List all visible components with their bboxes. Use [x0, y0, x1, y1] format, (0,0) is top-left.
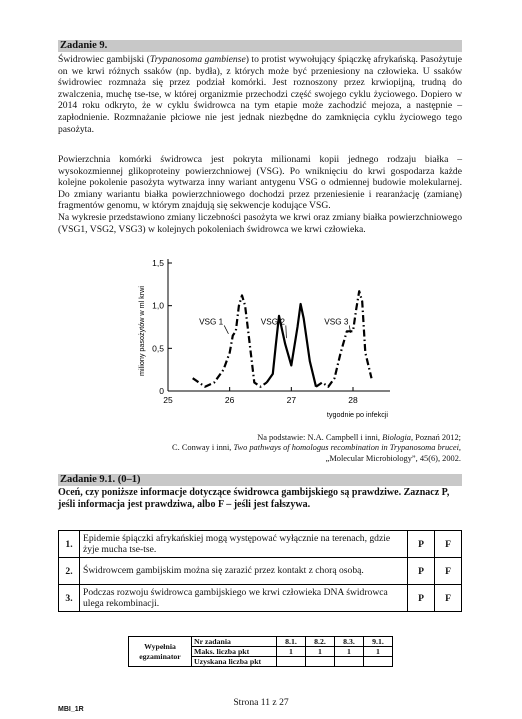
task-number-cell: 8.1. [277, 637, 306, 647]
series-label-leader [224, 325, 228, 333]
source-citation [150, 433, 461, 464]
x-tick-label: 27 [286, 395, 297, 405]
series-label-leader [286, 325, 287, 338]
false-option[interactable]: F [435, 531, 462, 558]
y-axis-label: miliony pasożytów w ml krwi [137, 286, 146, 376]
task-intro-paragraph [58, 54, 462, 135]
y-tick-label: 0 [159, 386, 164, 396]
task-number-cell: 8.2. [306, 637, 335, 647]
task-number-cell: 9.1. [364, 637, 393, 647]
statement-text: Świdrowcem gambijskim można się zarazić przez kontakt z chorą osobą. [80, 558, 408, 585]
true-option[interactable]: P [408, 531, 435, 558]
max-points-cell: 1 [364, 647, 393, 657]
statement-number: 2. [59, 558, 80, 585]
page-number: Strona 11 z 27 [233, 697, 289, 708]
task-number-cell: 8.3. [335, 637, 364, 647]
statement-row [59, 531, 462, 558]
vsg-text: Powierzchnia komórki świdrowca jest pokryta milionami kopii jednego rodzaju białka – wysokozmiennej glikoproteiny powierzchniowej (VSG). Po wniknięciu do krwi gospodarza każde kolejne pokolenie pasożyta wytwarza inny wariant antygenu VSG o odmiennej budowie molekularnej. Do zmiany wariantu białka powierzchniowego dochodzi przez przeniesienie i rearanżację (zamianę) fragmentów genomu, w którym znajdują się sekwencje kodujące VSG. [58, 154, 462, 212]
species-name: Trypanosoma gambiense [149, 54, 246, 65]
statement-number: 3. [59, 585, 80, 612]
statement-text: Epidemie śpiączki afrykańskiej mogą występować wyłącznie na terenach, gdzie żyje mucha tse-tse. [80, 531, 408, 558]
max-points-cell: 1 [335, 647, 364, 657]
statement-row [59, 558, 462, 585]
max-points-label: Maks. liczba pkt [192, 647, 277, 657]
obtained-points-input[interactable] [277, 657, 306, 667]
false-option[interactable]: F [435, 585, 462, 612]
obtained-points-input[interactable] [335, 657, 364, 667]
x-tick-label: 28 [348, 395, 358, 405]
series-line-3 [316, 291, 372, 387]
chart-intro-text: Na wykresie przedstawiono zmiany liczebności pasożyta we krwi oraz zmiany białka powierzchniowego (VSG1, VSG2, VSG3) w kolejnych pokoleniach świdrowca we krwi człowieka. [58, 212, 462, 235]
chart-labels [137, 258, 388, 419]
obtained-points-input[interactable] [306, 657, 335, 667]
statement-text: Podczas rozwoju świdrowca gambijskiego we krwi człowieka DNA świdrowca ulega rekombinacji. [80, 585, 408, 612]
series-line-2 [267, 304, 316, 387]
true-option[interactable]: P [408, 585, 435, 612]
task-number-label: Nr zadania [192, 637, 277, 647]
source-line-3: „Molecular Microbiology”, 45(6), 2002. [325, 453, 461, 463]
false-option[interactable]: F [435, 558, 462, 585]
true-false-table [58, 530, 462, 612]
parasite-chart [120, 252, 400, 422]
statement-number: 1. [59, 531, 80, 558]
examiner-label: Wypełnia egzaminator [129, 637, 192, 667]
obtained-points-label: Uzyskana liczba pkt [192, 657, 277, 667]
series-label-1: VSG 1 [199, 317, 224, 327]
chart-series [193, 291, 372, 387]
series-label-2: VSG 2 [260, 317, 285, 327]
max-points-cell: 1 [277, 647, 306, 657]
obtained-points-input[interactable] [364, 657, 393, 667]
vsg-paragraph [58, 154, 462, 212]
series-label-3: VSG 3 [324, 317, 349, 327]
chart-intro-paragraph [58, 212, 462, 235]
score-table [128, 636, 393, 667]
x-tick-label: 26 [224, 395, 235, 405]
intro-text-a: Świdrowiec gambijski ( [58, 54, 150, 65]
x-tick-label: 25 [163, 395, 173, 405]
task-header: Zadanie 9. [58, 40, 462, 52]
x-axis-label: tygodnie po infekcji [326, 410, 388, 419]
source-line-1: Na podstawie: N.A. Campbell i inni, Biologia, Poznań 2012; [257, 433, 461, 442]
series-line-1 [193, 295, 267, 386]
true-option[interactable]: P [408, 558, 435, 585]
statement-row [59, 585, 462, 612]
y-tick-label: 0,5 [152, 343, 164, 354]
source-line-2: C. Conway i inni, Two pathways of homologus recombination in Trypanosoma brucei, [172, 443, 461, 453]
question-instruction: Oceń, czy poniższe informacje dotyczące świdrowca gambijskiego są prawdziwe. Zaznacz P, jeśli informacja jest prawdziwa, albo F – jeśli jest fałszywa. [58, 487, 450, 510]
y-tick-label: 1,5 [152, 258, 164, 268]
exam-code: MBI_1R [58, 706, 84, 713]
y-tick-label: 1,0 [152, 300, 164, 311]
max-points-cell: 1 [306, 647, 335, 657]
question-header: Zadanie 9.1. (0–1) [58, 474, 462, 486]
intro-text-b: ) to protist wywołujący śpiączkę afrykańską. Pasożytuje on we krwi różnych ssaków (np. bydła), z których może być przeniesiony na człowieka. U ssaków świdrowiec rozmnaża się przez podział komórki. Jest roznoszony przez krwiopijną, trudną do zwalczenia, muchę tse-tse, w której organizmie przechodzi część swojego cyklu życiowego. Dopiero w 2014 roku odkryto, że w cyklu świdrowca na tym etapie może zachodzić mejoza, a następnie – zapłodnienie. Rozmnażanie płciowe nie jest jednak niezbędne do zamknięcia cyklu życiowego tego pasożyta. [58, 54, 462, 135]
